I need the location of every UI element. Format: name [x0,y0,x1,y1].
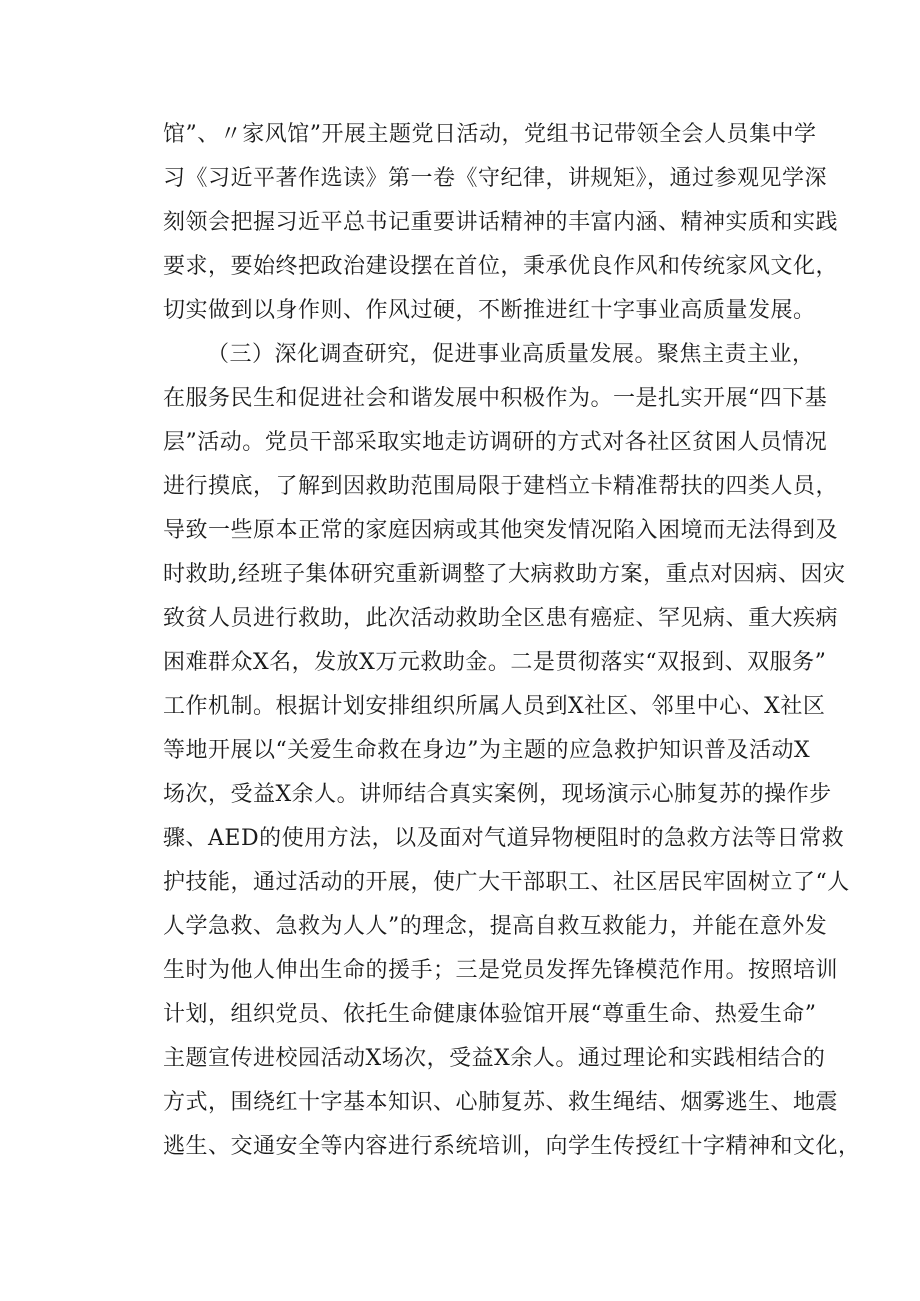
text-line: 进行摸底，了解到因救助范围局限于建档立卡精准帮扶的四类人员， [163,474,839,499]
text-line: 在服务民生和促进社会和谐发展中积极作为。一是扎实开展“四下基 [163,386,828,411]
text-line: 方式，围绕红十字基本知识、心肺复苏、救生绳结、烟雾逃生、地震 [163,1090,839,1115]
section-heading-line: （三）深化调查研究，促进事业高质量发展。聚焦主责主业， [207,342,815,367]
text-line: 困难群众X名，发放X万元救助金。二是贯彻落实“双报到、双服务” [163,650,827,675]
text-line: 层”活动。党员干部采取实地走访调研的方式对各社区贫困人员情况 [163,430,828,455]
text-line: 习《习近平著作选读》第一卷《守纪律，讲规矩》，通过参观见学深 [163,166,828,191]
text-line: 致贫人员进行救助，此次活动救助全区患有癌症、罕见病、重大疾病 [163,606,839,631]
text-line: 逃生、交通安全等内容进行系统培训，向学生传授红十字精神和文化， [163,1134,861,1159]
text-line: 切实做到以身作则、作风过硬，不断推进红十字事业高质量发展。 [163,298,816,323]
text-line: 生时为他人伸出生命的援手；三是党员发挥先锋模范作用。按照培训 [163,958,839,983]
text-line: 刻领会把握习近平总书记重要讲话精神的丰富内涵、精神实质和实践 [163,210,839,235]
text-line: 主题宣传进校园活动X场次，受益X余人。通过理论和实践相结合的 [163,1046,826,1071]
text-line: 人学急救、急救为人人”的理念，提高自救互救能力，并能在意外发 [163,914,828,939]
text-line: 要求，要始终把政治建设摆在首位，秉承优良作风和传统家风文化， [163,254,839,279]
text-line: 骤、AED的使用方法，以及面对气道异物梗阻时的急救方法等日常救 [163,826,845,851]
text-line: 时救助,经班子集体研究重新调整了大病救助方案，重点对因病、因灾 [163,562,846,587]
text-line: 护技能，通过活动的开展，使广大干部职工、社区居民牢固树立了“人 [163,870,850,895]
text-line: 馆”、〃家风馆”开展主题党日活动，党组书记带领全会人员集中学 [163,122,817,147]
text-line: 导致一些原本正常的家庭因病或其他突发情况陷入困境而无法得到及 [163,518,839,543]
text-line: 工作机制。根据计划安排组织所属人员到X社区、邻里中心、X社区 [163,694,826,719]
text-line: 计划，组织党员、依托生命健康体验馆开展“尊重生命、热爱生命” [163,1002,817,1027]
text-line: 等地开展以“关爱生命救在身边”为主题的应急救护知识普及活动X [163,738,811,763]
text-line: 场次，受益X余人。讲师结合真实案例，现场演示心肺复苏的操作步 [163,782,832,807]
